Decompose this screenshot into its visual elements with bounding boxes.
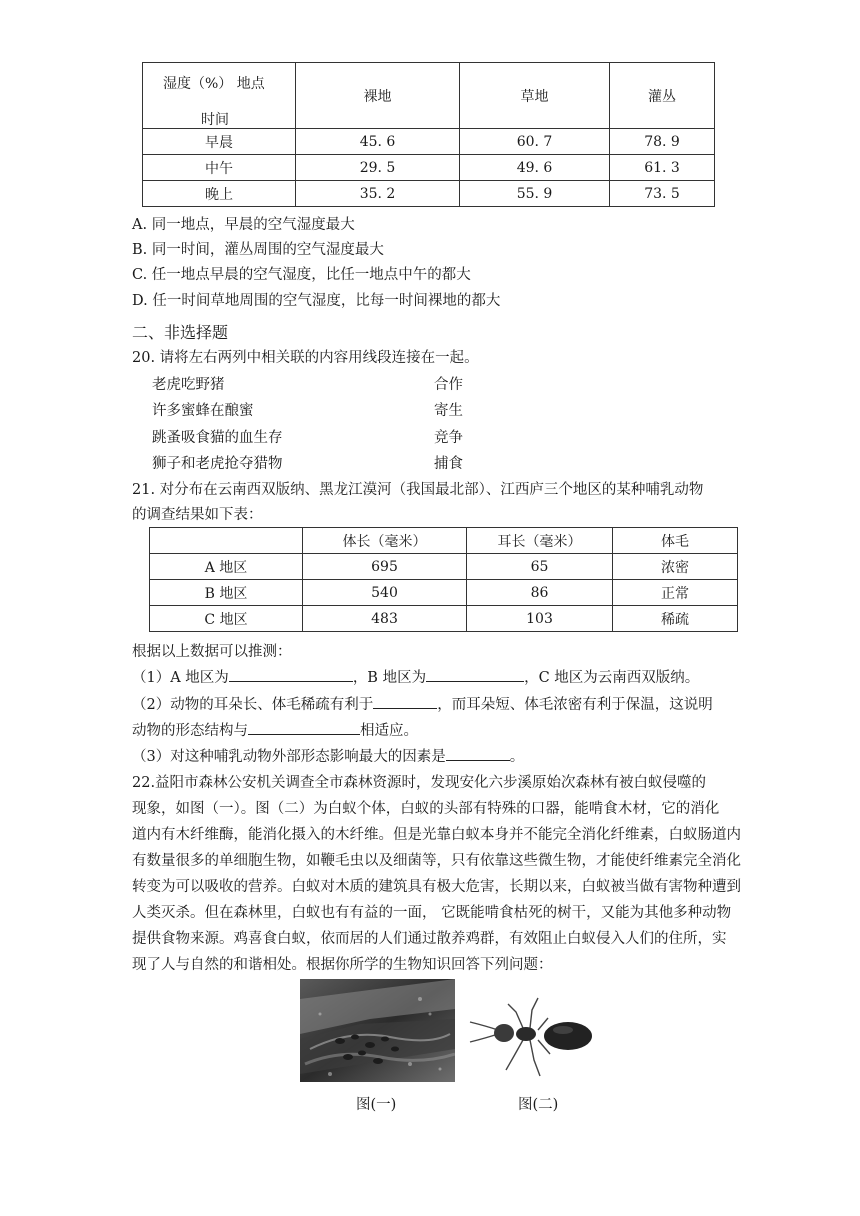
table-row — [150, 554, 738, 580]
q20-left-item: 老虎吃野猪 — [152, 377, 225, 393]
table-cell: 65 — [467, 554, 613, 580]
termite-wood-photo — [300, 979, 455, 1082]
table-cell: 695 — [303, 554, 467, 580]
q21-sub1-part: ，C 地区为云南西双版纳。 — [524, 670, 700, 686]
answer-blank[interactable] — [426, 667, 524, 682]
q22-line: 有数量很多的单细胞生物，如鞭毛虫以及细菌等，只有依靠这些微生物，才能使纤维素完全消化 — [132, 853, 741, 869]
table-cell: 45. 6 — [296, 129, 460, 155]
table-cell: 86 — [467, 580, 613, 606]
table-row — [143, 129, 715, 155]
table-row — [150, 606, 738, 632]
answer-blank[interactable] — [229, 667, 353, 682]
table-cell: 稀疏 — [613, 606, 738, 632]
q22-line: 现了人与自然的和谐相处。根据你所学的生物知识回答下列问题： — [132, 957, 553, 973]
figure-1-caption: 图(一) — [356, 1097, 397, 1113]
section-title: 二、非选择题 — [132, 323, 229, 342]
answer-blank[interactable] — [373, 694, 437, 709]
table-cell: C 地区 — [150, 606, 303, 632]
option-b: B. 同一时间，灌丛周围的空气湿度最大 — [132, 242, 384, 258]
table-corner-cell — [143, 63, 296, 129]
column-header — [150, 528, 303, 554]
q21-sub3-part: 。 — [509, 749, 525, 765]
table-row — [143, 155, 715, 181]
corner-bottom-label: 时间 — [201, 112, 229, 128]
answer-blank[interactable] — [446, 746, 510, 761]
column-header: 裸地 — [296, 63, 460, 129]
column-header: 耳长（毫米） — [467, 528, 613, 554]
table-cell: 60. 7 — [460, 129, 610, 155]
q21-sub1 — [132, 666, 699, 687]
q22-line: 提供食物来源。鸡喜食白蚁，依而居的人们通过散养鸡群，有效阻止白蚁侵入人们的住所，实 — [132, 931, 727, 947]
q20-left-item: 跳蚤吸食猫的血生存 — [152, 430, 283, 446]
q22-line: 人类灭杀。但在森林里，白蚁也有有益的一面， 它既能啃食枯死的树干，又能为其他多种动物 — [132, 905, 732, 921]
table-cell: 49. 6 — [460, 155, 610, 181]
row-label: 晚上 — [143, 181, 296, 207]
q21-sub2-cont — [132, 719, 418, 740]
table-row — [150, 580, 738, 606]
table-cell: 61. 3 — [610, 155, 715, 181]
table-cell: 103 — [467, 606, 613, 632]
q21-sub3 — [132, 745, 524, 766]
table-cell: 540 — [303, 580, 467, 606]
q21-sub1-part: ，B 地区为 — [352, 670, 427, 686]
q20-right-item: 合作 — [434, 377, 463, 393]
option-c: C. 任一地点早晨的空气湿度，比任一地点中午的都大 — [132, 267, 471, 283]
q21-stem-line1: 21. 对分布在云南西双版纳、黑龙江漠河（我国最北部）、江西庐三个地区的某种哺乳动物 — [132, 482, 704, 498]
q21-infer: 根据以上数据可以推测： — [132, 644, 292, 660]
row-label: 中午 — [143, 155, 296, 181]
termite-photo — [468, 990, 596, 1080]
column-header: 体毛 — [613, 528, 738, 554]
q21-stem-line2: 的调查结果如下表： — [132, 507, 263, 523]
table-cell: 正常 — [613, 580, 738, 606]
q20-left-item: 许多蜜蜂在酿蜜 — [152, 403, 254, 419]
table-row — [143, 181, 715, 207]
option-a: A. 同一地点，早晨的空气湿度最大 — [132, 217, 355, 233]
table-cell: 55. 9 — [460, 181, 610, 207]
table-cell: 29. 5 — [296, 155, 460, 181]
column-header: 草地 — [460, 63, 610, 129]
table-cell: 78. 9 — [610, 129, 715, 155]
q22-line: 现象，如图（一）。图（二）为白蚁个体，白蚁的头部有特殊的口器，能啃食木材，它的消化 — [132, 801, 720, 817]
table-cell: B 地区 — [150, 580, 303, 606]
q21-sub1-part: （1）A 地区为 — [132, 670, 229, 686]
mammal-table — [149, 527, 738, 632]
q22-line: 22.益阳市森林公安机关调查全市森林资源时，发现安化六步溪原始次森林有被白蚁侵噬的 — [132, 775, 707, 791]
q20-left-item: 狮子和老虎抢夺猎物 — [152, 456, 283, 472]
figure-2-caption: 图(二) — [518, 1097, 559, 1113]
humidity-table — [142, 62, 715, 207]
table-cell: 35. 2 — [296, 181, 460, 207]
q21-sub2-part: ，而耳朵短、体毛浓密有利于保温，这说明 — [437, 697, 713, 713]
q21-sub2-part: 相适应。 — [360, 723, 418, 739]
column-header: 体长（毫米） — [303, 528, 467, 554]
q20-stem: 20. 请将左右两列中相关联的内容用线段连接在一起。 — [132, 350, 479, 366]
q21-sub2-part: 动物的形态结构与 — [132, 723, 248, 739]
table-cell: 483 — [303, 606, 467, 632]
q22-line: 道内有木纤维酶，能消化摄入的木纤维。但是光靠白蚁本身并不能完全消化纤维素，白蚁肠道内 — [132, 827, 741, 843]
table-cell: 73. 5 — [610, 181, 715, 207]
q20-right-item: 捕食 — [434, 456, 463, 472]
q21-sub2-part: （2）动物的耳朵长、体毛稀疏有利于 — [132, 697, 374, 713]
answer-blank[interactable] — [248, 720, 360, 735]
corner-top-label: 湿度（%） 地点 — [163, 76, 265, 92]
q20-right-item: 竞争 — [434, 430, 463, 446]
q21-sub3-part: （3）对这种哺乳动物外部形态影响最大的因素是 — [132, 749, 446, 765]
option-d: D. 任一时间草地周围的空气湿度，比每一时间裸地的都大 — [132, 293, 501, 309]
q21-sub2 — [132, 693, 713, 714]
table-cell: A 地区 — [150, 554, 303, 580]
table-cell: 浓密 — [613, 554, 738, 580]
column-header: 灌丛 — [610, 63, 715, 129]
q20-right-item: 寄生 — [434, 403, 463, 419]
q22-line: 转变为可以吸收的营养。白蚁对木质的建筑具有极大危害，长期以来，白蚁被当做有害物种遭到 — [132, 879, 741, 895]
row-label: 早晨 — [143, 129, 296, 155]
